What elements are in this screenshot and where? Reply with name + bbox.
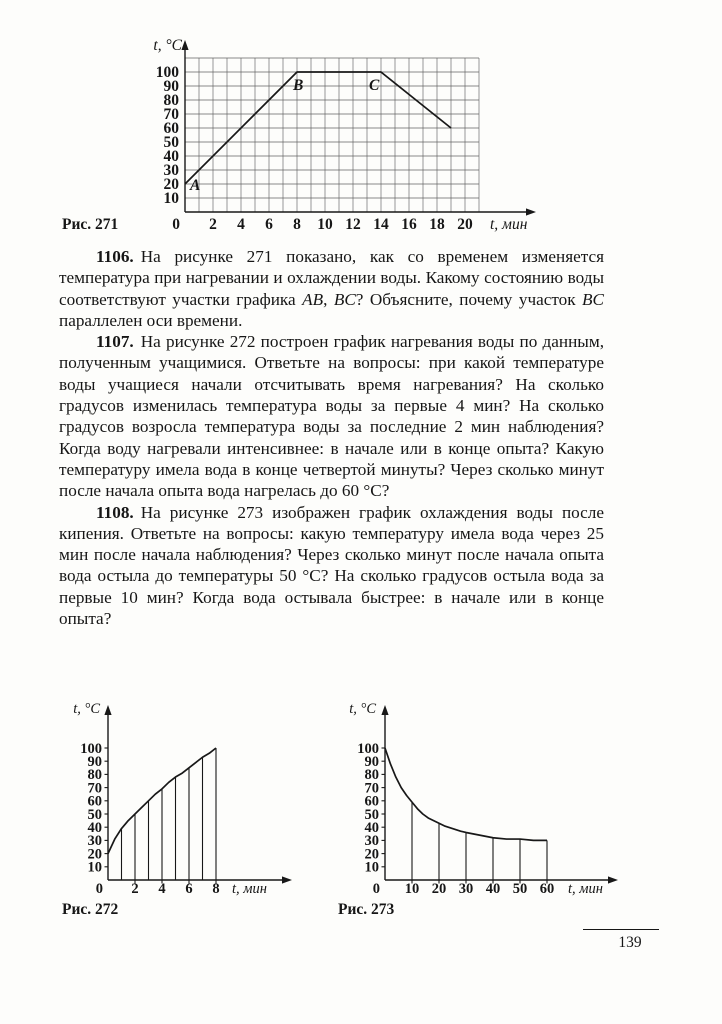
tick-label: 20 <box>457 216 473 233</box>
figure-272-chart <box>52 693 307 911</box>
tick-label: 60 <box>163 120 179 138</box>
tick-label: 50 <box>87 806 102 823</box>
tick-label: 90 <box>163 78 179 96</box>
tick-label: 20 <box>87 846 102 863</box>
tick-label: 2 <box>131 881 139 897</box>
origin-label: 0 <box>172 216 180 233</box>
text-run: На рисунке 272 построен график нагревания воды по данным, полученным учащимися. Ответьте на вопросы: при какой температуре воды учащиеся начали отсчитывать время нагревания? На сколько градусов изменилась температура воды за первые 4 мин? На сколько градусов возросла температура воды за последние 2 мин наблюдения? Когда воду нагревали интенсивнее: в начале или в конце опыта? Какую температуру имела вода в конце четвертой минуты? Через сколько минут после начала опыта вода нагрелась до 60 °C? <box>59 332 604 501</box>
tick-label: 70 <box>163 106 179 124</box>
tick-label: 20 <box>364 846 379 863</box>
tick-label: 30 <box>458 881 474 897</box>
tick-label: 8 <box>293 216 301 233</box>
tick-label: 60 <box>87 793 102 810</box>
tick-label: 40 <box>485 881 501 897</box>
tick-label: 100 <box>155 64 179 82</box>
tick-label: 4 <box>158 881 166 897</box>
figure-273-chart <box>328 693 628 911</box>
x-axis-arrow-icon <box>282 876 292 883</box>
tick-label: 80 <box>364 767 379 784</box>
tick-label: 40 <box>163 148 179 166</box>
text-run: , <box>323 289 334 309</box>
problem-1108-text <box>59 503 604 628</box>
tick-label: 60 <box>364 793 379 810</box>
figure-272-caption: Рис. 272 <box>62 901 119 918</box>
tick-label: 4 <box>237 216 245 233</box>
tick-label: 16 <box>401 216 417 233</box>
tick-label: 50 <box>364 806 379 823</box>
tick-label: 6 <box>185 881 193 897</box>
problems-section <box>59 246 604 629</box>
tick-label: 100 <box>357 740 379 757</box>
point-label-C: C <box>369 77 380 94</box>
tick-label: 14 <box>373 216 389 233</box>
text-run: BC <box>333 289 356 309</box>
origin-label: 0 <box>372 881 380 897</box>
figure-273-caption: Рис. 273 <box>338 901 395 918</box>
tick-label: 10 <box>163 190 179 208</box>
problem-1106-number: 1106. <box>96 247 134 266</box>
footer-rule <box>583 929 659 930</box>
tick-label: 80 <box>163 92 179 110</box>
tick-label: 90 <box>87 753 102 770</box>
point-label-B: B <box>293 77 304 94</box>
page-number: 139 <box>618 934 642 951</box>
tick-label: 8 <box>212 881 220 897</box>
tick-label: 40 <box>87 819 102 836</box>
figure-271-chart <box>58 26 558 241</box>
text-run: параллелен оси времени. <box>59 310 243 330</box>
tick-label: 40 <box>364 819 379 836</box>
y-axis-label: t, °C <box>73 701 100 717</box>
tick-label: 30 <box>364 833 379 850</box>
tick-label: 100 <box>80 740 102 757</box>
point-label-A: A <box>190 177 201 194</box>
y-axis-label: t, °C <box>153 37 182 54</box>
tick-label: 70 <box>87 780 102 797</box>
problem-1107 <box>59 331 604 501</box>
tick-label: 60 <box>539 881 555 897</box>
x-axis-arrow-icon <box>608 876 618 883</box>
tick-label: 50 <box>512 881 528 897</box>
origin-label: 0 <box>95 881 103 897</box>
tick-label: 10 <box>87 859 102 876</box>
data-series-line <box>385 748 547 840</box>
problem-1108 <box>59 502 604 630</box>
text-run: ? Объясните, почему участок <box>355 289 583 309</box>
x-axis-label: t, мин <box>568 881 603 897</box>
tick-label: 80 <box>87 767 102 784</box>
problem-1107-number: 1107. <box>96 332 134 352</box>
text-run: На рисунке 271 показано, как со временем изменяется температура при нагревании и охлаждении воды. Какому состоянию воды соответствуют участки графика <box>59 247 604 309</box>
tick-label: 50 <box>163 134 179 152</box>
tick-label: 70 <box>364 780 379 797</box>
x-axis-label: t, мин <box>490 216 528 233</box>
y-axis-label: t, °C <box>349 701 376 717</box>
y-axis-arrow-icon <box>381 705 388 715</box>
text-run: На рисунке 273 изображен график охлаждения воды после кипения. Ответьте на вопросы: какую температуру имела вода через 25 мин после начала наблюдения? Через сколько минут после начала опыта вода остыла до температуры 50 °C? На сколько градусов остыла вода за первые 10 мин? Когда вода остывала быстрее: в начале или в конце опыта? <box>59 502 604 629</box>
tick-label: 10 <box>404 881 420 897</box>
text-run: AB <box>302 289 324 309</box>
x-axis-arrow-icon <box>526 208 536 215</box>
problem-1107-text <box>59 332 604 500</box>
tick-label: 10 <box>364 859 379 876</box>
tick-label: 90 <box>364 753 379 770</box>
problem-1108-number: 1108. <box>96 502 134 522</box>
tick-label: 10 <box>317 216 333 233</box>
tick-label: 30 <box>87 833 102 850</box>
tick-label: 18 <box>429 216 445 233</box>
tick-label: 12 <box>345 216 361 233</box>
tick-label: 2 <box>209 216 217 233</box>
text-run: BC <box>582 289 604 309</box>
x-axis-label: t, мин <box>232 881 267 897</box>
y-axis-arrow-icon <box>104 705 111 715</box>
figure-271-caption: Рис. 271 <box>62 216 119 233</box>
tick-label: 20 <box>163 176 179 194</box>
problem-1106 <box>59 246 604 331</box>
tick-label: 6 <box>265 216 273 233</box>
problem-1106-text <box>59 247 604 330</box>
y-axis-arrow-icon <box>181 40 188 50</box>
tick-label: 30 <box>163 162 179 180</box>
tick-label: 20 <box>431 881 447 897</box>
